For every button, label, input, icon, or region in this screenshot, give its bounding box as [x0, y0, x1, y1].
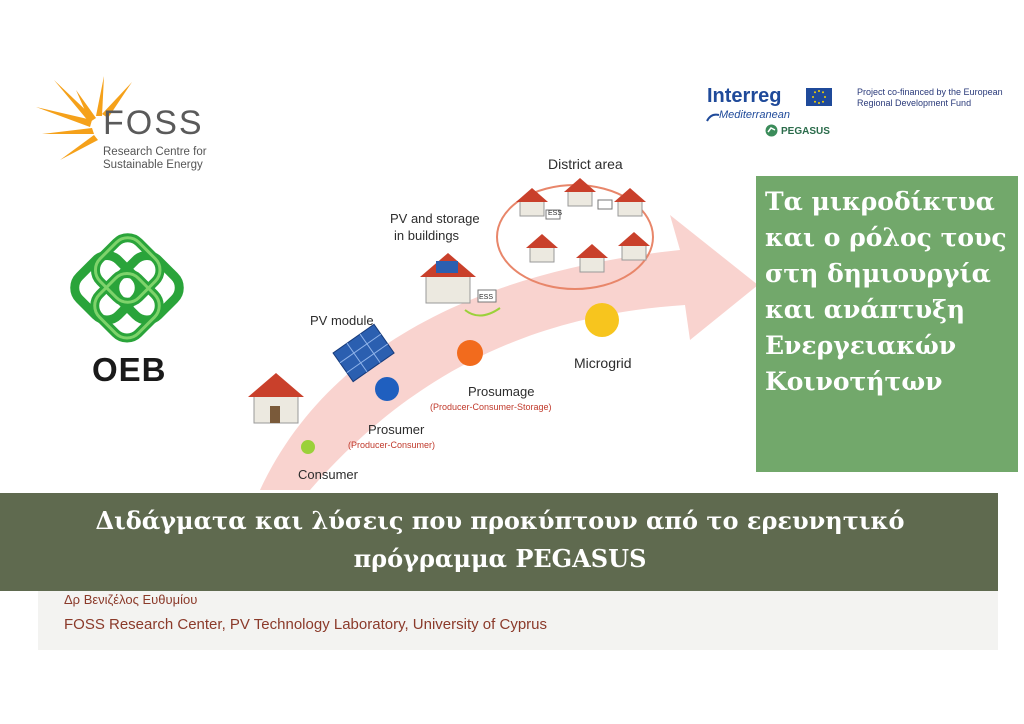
wave-icon — [706, 112, 720, 124]
author-affiliation: FOSS Research Center, PV Technology Laboratory, University of Cyprus — [64, 616, 547, 633]
author-name: Δρ Βενιζέλος Ευθυμίου — [64, 592, 198, 607]
subtitle-line2: πρόγραμμα PEGASUS — [353, 544, 647, 573]
prosumer-detail: (Producer-Consumer) — [348, 440, 436, 450]
ess-label-district: ESS — [548, 210, 563, 217]
consumer-dot — [301, 440, 315, 454]
energy-evolution-diagram — [240, 150, 760, 495]
pegasus-label: PEGASUS — [781, 126, 830, 137]
prosumage-label: Prosumage — [468, 384, 535, 399]
cofinance-line1: Project co-financed by the European — [857, 87, 1003, 97]
pv-storage-label — [390, 210, 480, 244]
foss-subtitle — [103, 146, 207, 172]
foss-subtitle-line1: Research Centre for — [103, 146, 207, 158]
microgrid-dot — [585, 303, 619, 337]
consumer-label: Consumer — [298, 467, 358, 482]
foss-title: FOSS — [103, 104, 204, 142]
microgrid-label: Microgrid — [574, 355, 632, 371]
house-icon — [248, 373, 304, 423]
oeb-logo-text: OEB — [92, 351, 167, 388]
interreg-program: Mediterranean — [719, 109, 790, 121]
presentation-title: Τα μικροδίκτυα και ο ρόλος τους στη δημιουργία και ανάπτυξη Ενεργειακών Κοινοτήτων — [765, 187, 1007, 396]
prosumer-dot — [375, 377, 399, 401]
pegasus-icon — [765, 124, 778, 137]
foss-subtitle-line2: Sustainable Energy — [103, 159, 203, 171]
cofinance-text — [857, 87, 1003, 109]
prosumer-label: Prosumer — [368, 422, 425, 437]
cofinance-line2: Regional Development Fund — [857, 98, 972, 108]
subtitle-text — [20, 502, 980, 578]
ess-label: ESS — [479, 294, 494, 301]
pv-storage-line1: PV and storage — [390, 211, 480, 226]
pv-module-label: PV module — [310, 313, 374, 328]
district-area-label: District area — [548, 156, 623, 172]
district-houses — [516, 178, 650, 272]
subtitle-line1: Διδάγματα και λύσεις που προκύπτουν από το ερευνητικό — [95, 506, 905, 535]
prosumage-dot — [457, 340, 483, 366]
interreg-name: Interreg — [707, 85, 782, 107]
eu-flag-icon — [806, 88, 832, 106]
prosumage-detail: (Producer-Consumer-Storage) — [430, 402, 552, 412]
pv-storage-line2: in buildings — [394, 228, 460, 243]
